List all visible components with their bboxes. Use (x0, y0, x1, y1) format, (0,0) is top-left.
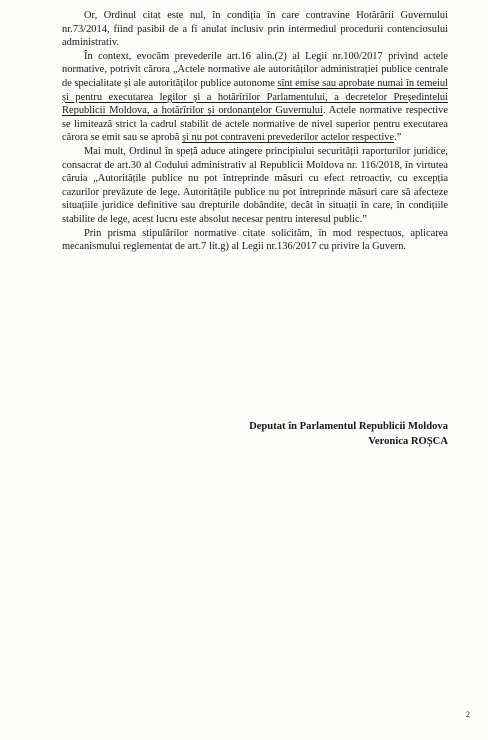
paragraph (62, 9, 448, 50)
signature-name: Veronica ROȘCA (368, 435, 448, 447)
document-body (62, 9, 448, 254)
text-segment: Mai mult, Ordinul în speță aduce atingere principiului securității raporturilor juridice, consacrat de art.30 al Codului administrativ al Republicii Moldova nr. 116/2018, în virtutea căruia „Autoritățile publice nu pot întreprinde măsuri cu efect retroactiv, cu excepția cazurilor prevăzute de lege. Autoritățile publice nu pot întreprinde măsuri care să afecteze situațiile juridice definitive sau drepturile dobândite, decât în situații în care, în condițiile stabilite de lege, acest lucru este absolut necesar pentru interesul public.” (62, 145, 448, 225)
text-segment: În context, evocăm prevederile art.16 alin.(2) al Legii nr.100/2017 privind actele normative, potrivit cărora „Actele normative ale autorităților administrației publice centrale de specialitate și ale autorităților publice autonome (62, 50, 448, 89)
text-segment: Or, Ordinul citat este nul, în condiția în care contravine Hotărârii Guvernului nr.73/2014, fiind pasibil de a fi anulat inclusiv prin intermediul procedurii contenciosului administrativ. (62, 10, 448, 49)
page-number: 2 (466, 710, 470, 719)
underlined-quote-segment: sînt emise sau aprobate numai în temeiul și pentru executarea legilor și a hotărîrilor Parlamentului, a decretelor Președintelui Republicii Moldova, a hotărîrilor și ordonanțelor Guvernului (62, 77, 449, 117)
signature-block (160, 420, 448, 449)
paragraph (62, 145, 448, 227)
underlined-quote-segment: și nu pot contraveni prevederilor actelor respective (181, 132, 395, 144)
paragraph (62, 50, 448, 145)
text-segment: . Actele normative respective se limitează strict la cadrul stabilit de actele normative de nivel superior pentru executarea cărora se emit sau se aprobă (62, 105, 449, 144)
text-segment: .” (394, 132, 402, 144)
paragraph (62, 227, 448, 254)
text-segment: Prin prisma stipulărilor normative citate solicităm, în mod respectuos, aplicarea mecanismului reglementat de art.7 lit.g) al Legii nr.136/2017 cu privire la Guvern. (62, 227, 448, 253)
signature-position-title: Deputat în Parlamentul Republicii Moldova (249, 421, 448, 432)
